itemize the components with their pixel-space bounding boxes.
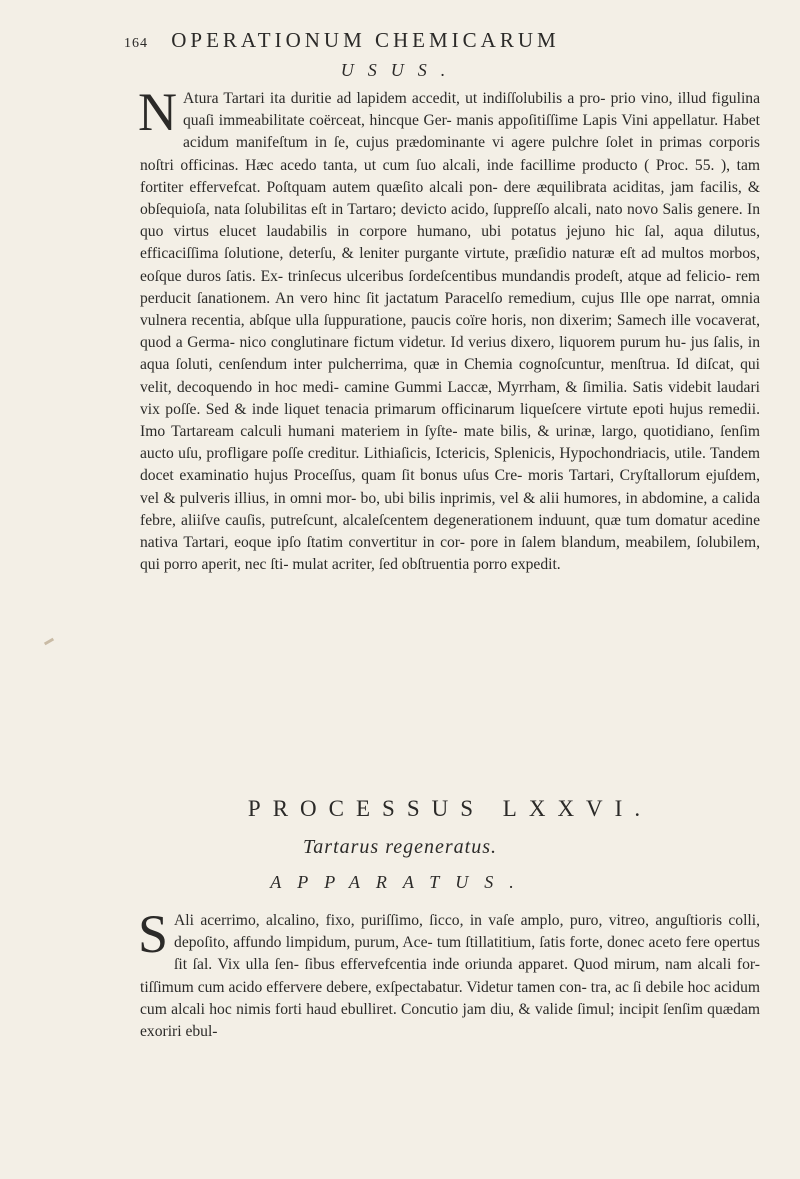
paragraph-text: Ali acerrimo, alcalino, fixo, puriſſimo, ſicco, in vaſe amplo, puro, vitreo, anguſtioris colli, depoſito, affundo limpidum, purum, Ace- tum ſtillatitium, ſatis forte, donec aceto fere opertus ſit ſal. Vix ulla ſen- ſibus effervefcentia inde oriunda apparet. Quod mirum, nam alcali for- tiſſimum cum acido effervere debere, exſpectabatur. Videtur tamen con- tra, ac ſi debile hoc acidum cum alcali hoc nimis forti haud ebulliret. Concutio jam diu, & valide ſimul; incipit ſenſim quædam exoriri ebul- (140, 912, 760, 1041)
paragraph-text: Atura Tartari ita duritie ad lapidem accedit, ut indiſſolubilis a pro- prio vino, illud figulina quaſi immeabilitate coërceat, hincque Ger- manis appoſitiſſime Lapis Vini appellatur. Habet acidum manifeſtum in ſe, cujus prædominante vi agere pulchre ſolet in primas corporis noſtri officinas. Hæc acedo tanta, ut cum ſuo alcali, inde facillime producto ( Proc. 55. ), tam fortiter effervefcat. Poſtquam autem quæſito alcali pon- dere æquilibrata aciditas, jam facilis, & obſequioſa, nata ſolubilitas eſt in Tartaro; devicto acido, ſuppreſſo alcali, nato novo Salis genere. In quo virtus elucet laudabilis in corpore humano, ubi potatus jejuno hic ſal, aqua dilutus, efficaciſſima ſolutione, deterſu, & leniter purgante virtute, præſidio naturæ eſt ad multos morbos, eoſque duros ſatis. Ex- trinſecus ulceribus ſordeſcentibus mundandis prodeſt, atque ad felicio- rem perducit ſanationem. An vero hinc ſit jactatum Paracelſo remedium, cujus Ille ope narrat, omnia vulnera recentia, abſque ulla ſuppuratione, paucis coïre horis, non dixerim; Samech ille vocaverat, quod a Germa- nico conglutinare fictum videtur. Id verius dixero, liquorem purum hu- jus ſalis, in aqua ſoluti, cenſendum inter pulcherrima, quæ in Chemia cognoſcuntur, menſtrua. Id diſcat, qui velit, decoquendo in hoc medi- camine Gummi Laccæ, Myrrham, & ſimilia. Satis videbit laudari vix poſſe. Sed & inde liquet tenacia primarum officinarum liqueſcere virtute epoti hujus remedii. Imo Tartaream calculi humani materiem in ſyſte- mate bilis, & urinæ, largo, quotidiano, ſenſim aucto uſu, profligare poſſe creditur. Lithiaſicis, Ictericis, Splenicis, Hypochondriacis, utile. Tandem docet examinatio hujus Proceſſus, quam ſit bonus uſus Cre- moris Tartari, Cryſtallorum ejuſdem, vel & pulveris illius, in omni mor- bo, ubi bilis inprimis, vel & alii humores, in abdomine, a calida febre, aliiſve cauſis, putreſcunt, alcaleſcentem degenerationem induunt, quæ tum domatur acedine nativa Tartari, eoque ipſo ſtatim convertitur in cor- pore in ſalem blandum, meabilem, ſolubilem, qui porro aperit, nec ſti- mulat acriter, ſed obſtruentia porro expedit. (140, 90, 760, 574)
processus-subtitle: Tartarus regeneratus. (303, 836, 497, 858)
processus-heading: PROCESSUS LXXVI. (247, 796, 653, 821)
running-title: OPERATIONUM CHEMICARUM (171, 28, 560, 52)
page-number: 164 (124, 36, 148, 51)
drop-cap-initial: S (138, 904, 169, 964)
running-header (124, 28, 764, 53)
apparatus-heading: APPARATUS. (270, 872, 530, 892)
drop-cap-initial: N (138, 82, 177, 142)
apparatus-paragraph (138, 904, 760, 1043)
usus-paragraph (138, 82, 760, 576)
section-heading-usus: USUS. (340, 60, 460, 80)
ink-mark (44, 638, 54, 646)
